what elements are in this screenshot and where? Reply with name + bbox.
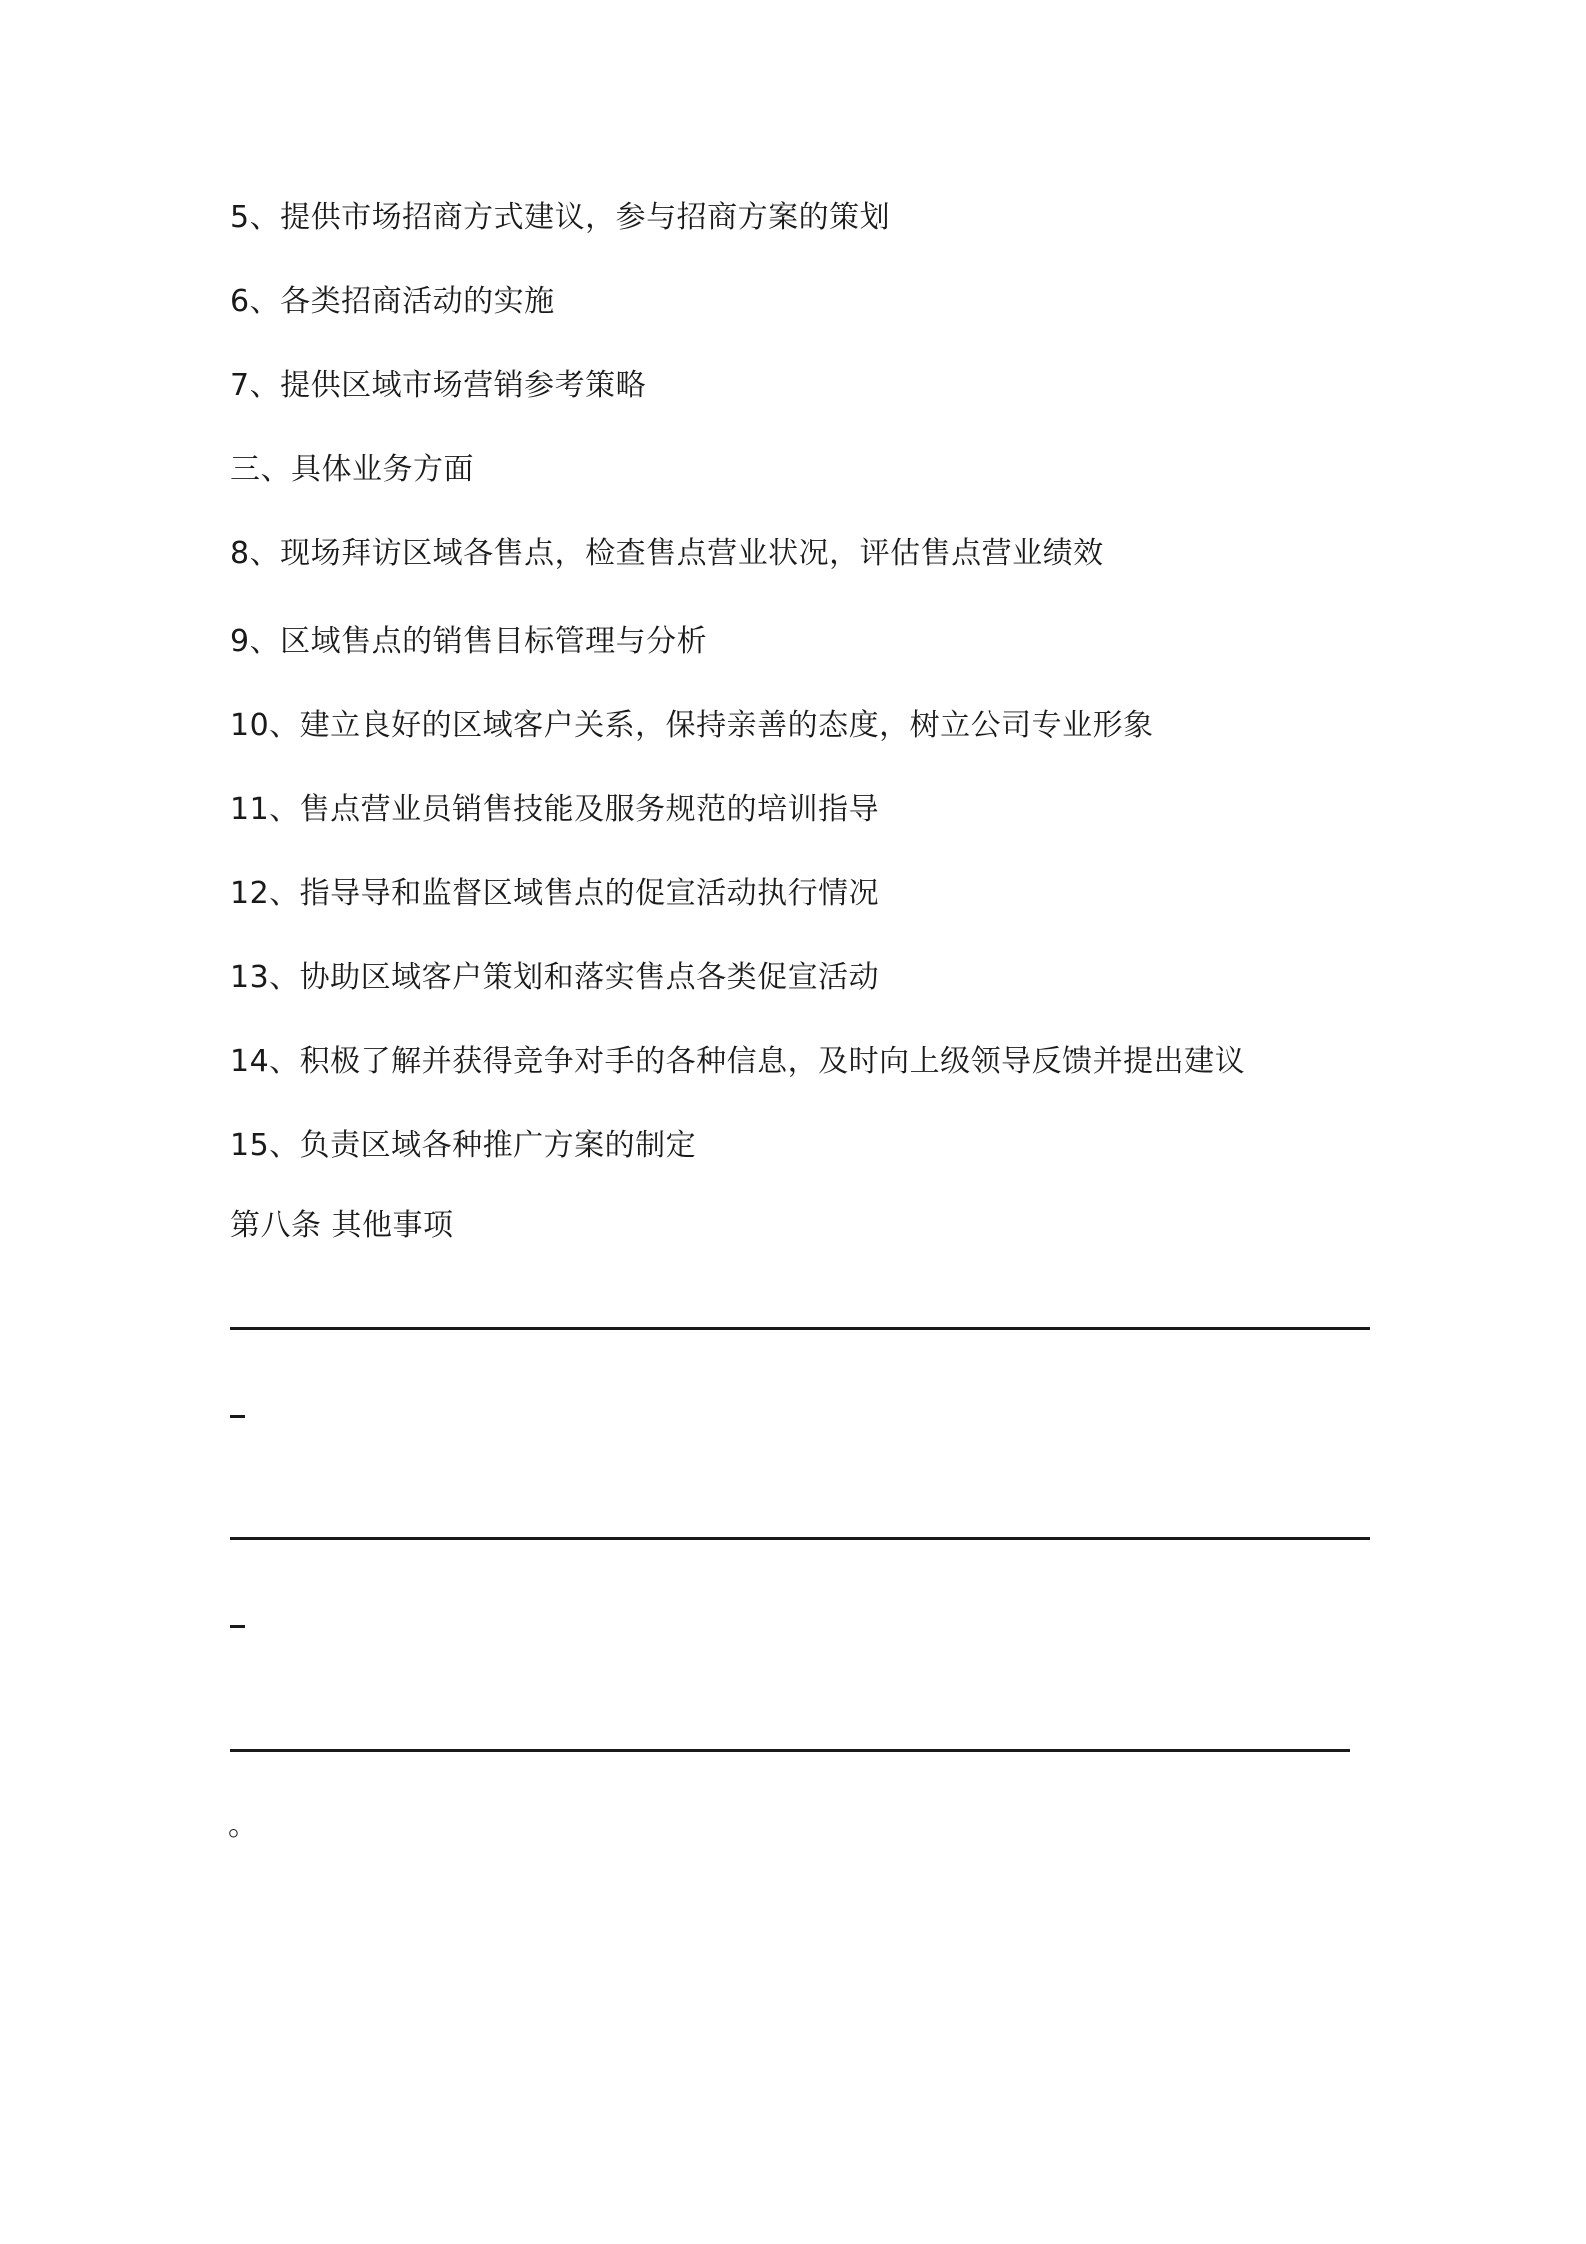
list-item: 5、提供市场招商方式建议，参与招商方案的策划 [230,200,891,235]
list-item: 6、各类招商活动的实施 [230,284,555,319]
list-item: 14、积极了解并获得竞争对手的各种信息，及时向上级领导反馈并提出建议 [230,1044,1246,1079]
list-item: 7、提供区域市场营销参考策略 [230,368,647,403]
fill-in-blank-line [230,1327,1370,1330]
list-item: 12、指导导和监督区域售点的促宣活动执行情况 [230,876,880,911]
end-punctuation: 。 [228,1808,258,1843]
fill-in-blank-line [230,1537,1370,1540]
list-item: 10、建立良好的区域客户关系，保持亲善的态度，树立公司专业形象 [230,708,1154,743]
fill-in-blank-line [230,1749,1350,1752]
fill-in-blank-line [230,1625,245,1628]
section-heading: 三、具体业务方面 [230,452,474,487]
list-item: 11、售点营业员销售技能及服务规范的培训指导 [230,792,880,827]
list-item: 15、负责区域各种推广方案的制定 [230,1128,697,1163]
list-item: 9、区域售点的销售目标管理与分析 [230,624,708,659]
article-heading: 第八条 其他事项 [230,1208,454,1243]
list-item: 13、协助区域客户策划和落实售点各类促宣活动 [230,960,880,995]
fill-in-blank-line [230,1415,245,1418]
list-item: 8、现场拜访区域各售点，检查售点营业状况，评估售点营业绩效 [230,536,1104,571]
